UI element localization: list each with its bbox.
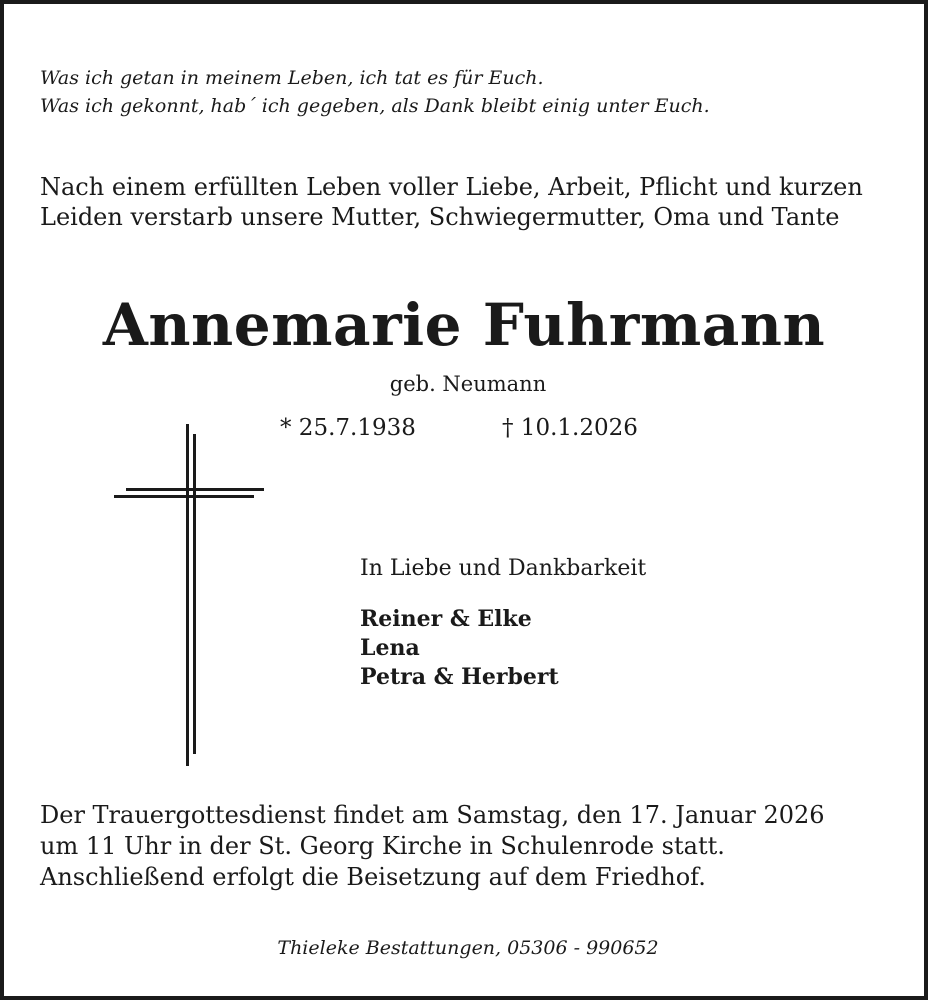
mourner-list (360, 605, 559, 692)
service-line-1: Der Trauergottesdienst findet am Samstag, den 17. Januar 2026 (40, 801, 825, 829)
intro-line-2: Leiden verstarb unsere Mutter, Schwiegermutter, Oma und Tante (40, 203, 840, 231)
service-info (40, 800, 825, 893)
mourner-name: Petra & Herbert (360, 664, 559, 690)
thanks-line: In Liebe und Dankbarkeit (360, 556, 647, 581)
maiden-name: geb. Neumann (389, 372, 547, 396)
mourner-name: Reiner & Elke (360, 606, 532, 632)
motto-line-2: Was ich gekonnt, hab´ ich gegeben, als Dank bleibt einig unter Euch. (40, 95, 710, 117)
mourner-name: Lena (360, 635, 420, 661)
service-line-2: um 11 Uhr in der St. Georg Kirche in Schulenrode statt. (40, 832, 725, 860)
birth-date: * 25.7.1938 (280, 415, 416, 441)
deceased-name: Annemarie Fuhrmann (102, 291, 826, 359)
death-date: † 10.1.2026 (502, 415, 638, 441)
undertaker-contact: Thieleke Bestattungen, 05306 - 990652 (277, 937, 659, 959)
intro-line-1: Nach einem erfüllten Leben voller Liebe, Arbeit, Pflicht und kurzen (40, 173, 863, 201)
motto-line-1: Was ich getan in meinem Leben, ich tat es für Euch. (40, 67, 544, 89)
service-line-3: Anschließend erfolgt die Beisetzung auf dem Friedhof. (40, 863, 706, 891)
